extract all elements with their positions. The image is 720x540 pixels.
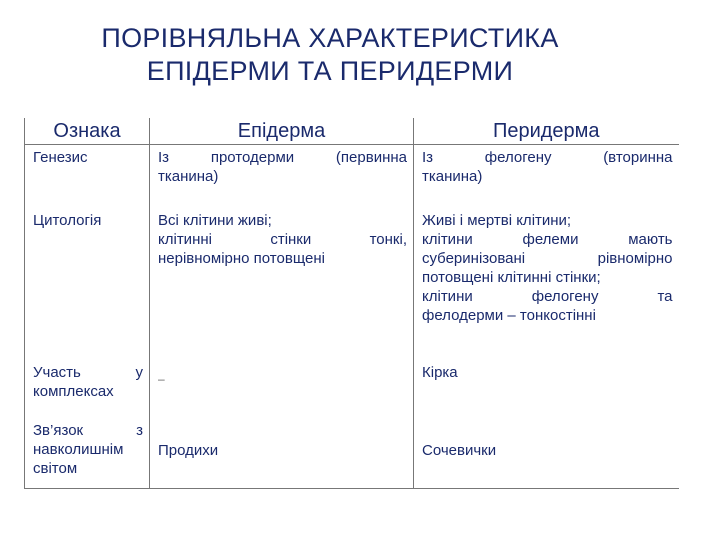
cell-line: фелодерми – тонкостінні	[422, 306, 596, 324]
cell-line: потовщені клітинні стінки;	[422, 268, 601, 286]
cell-line: Із фелогену (вторинна	[422, 149, 673, 166]
table-row-cytology	[25, 209, 679, 361]
cell-line: Зв’язок з	[33, 421, 143, 439]
cell-epidermis	[150, 419, 414, 489]
cell-line: Живі і мертві клітини;	[422, 211, 572, 229]
cell-line: Участь у	[33, 363, 143, 381]
cell-line: Цитологія	[33, 211, 102, 229]
cell-epidermis	[150, 361, 414, 419]
cell-line: тканина)	[158, 168, 219, 185]
cell-periderm	[414, 209, 679, 361]
slide-title	[0, 22, 660, 88]
cell-line: нерівномірно потовщені	[158, 249, 325, 267]
cell-line: світом	[33, 459, 78, 477]
header-periderm: Перидерма	[414, 118, 679, 145]
cell-periderm	[414, 361, 679, 419]
cell-line: клітини фелеми мають	[422, 230, 673, 248]
cell-line: Кірка	[422, 363, 458, 381]
table-row-complexes	[25, 361, 679, 419]
header-epidermis: Епідерма	[150, 118, 414, 145]
cell-epidermis	[150, 145, 414, 209]
cell-line: тканина)	[422, 168, 483, 185]
table-row-genesis	[25, 145, 679, 209]
cell-line: Продихи	[158, 441, 219, 459]
cell-feature	[25, 361, 150, 419]
comparison-table	[24, 118, 679, 489]
cell-periderm	[414, 419, 679, 489]
cell-line: клітинні стінки тонкі,	[158, 230, 407, 248]
cell-line: –	[158, 371, 165, 386]
cell-epidermis	[150, 209, 414, 361]
title-line-1: ПОРІВНЯЛЬНА ХАРАКТЕРИСТИКА	[101, 23, 559, 53]
table-row-environment	[25, 419, 679, 489]
cell-line: Сочевички	[422, 441, 497, 459]
cell-line: Із протодерми (первинна	[158, 149, 407, 166]
cell-feature	[25, 209, 150, 361]
table-header-row	[25, 118, 679, 145]
cell-feature	[25, 419, 150, 489]
cell-line: Генезис	[33, 149, 88, 166]
header-feature: Ознака	[25, 118, 150, 145]
cell-line: комплексах	[33, 382, 114, 400]
title-line-2: ЕПІДЕРМИ ТА ПЕРИДЕРМИ	[146, 56, 514, 86]
cell-feature	[25, 145, 150, 209]
cell-line: навколишнім	[33, 440, 124, 458]
cell-line: Всі клітини живі;	[158, 211, 272, 229]
cell-line: клітини фелогену та	[422, 287, 673, 305]
cell-line: суберинізовані рівномірно	[422, 249, 673, 267]
cell-periderm	[414, 145, 679, 209]
